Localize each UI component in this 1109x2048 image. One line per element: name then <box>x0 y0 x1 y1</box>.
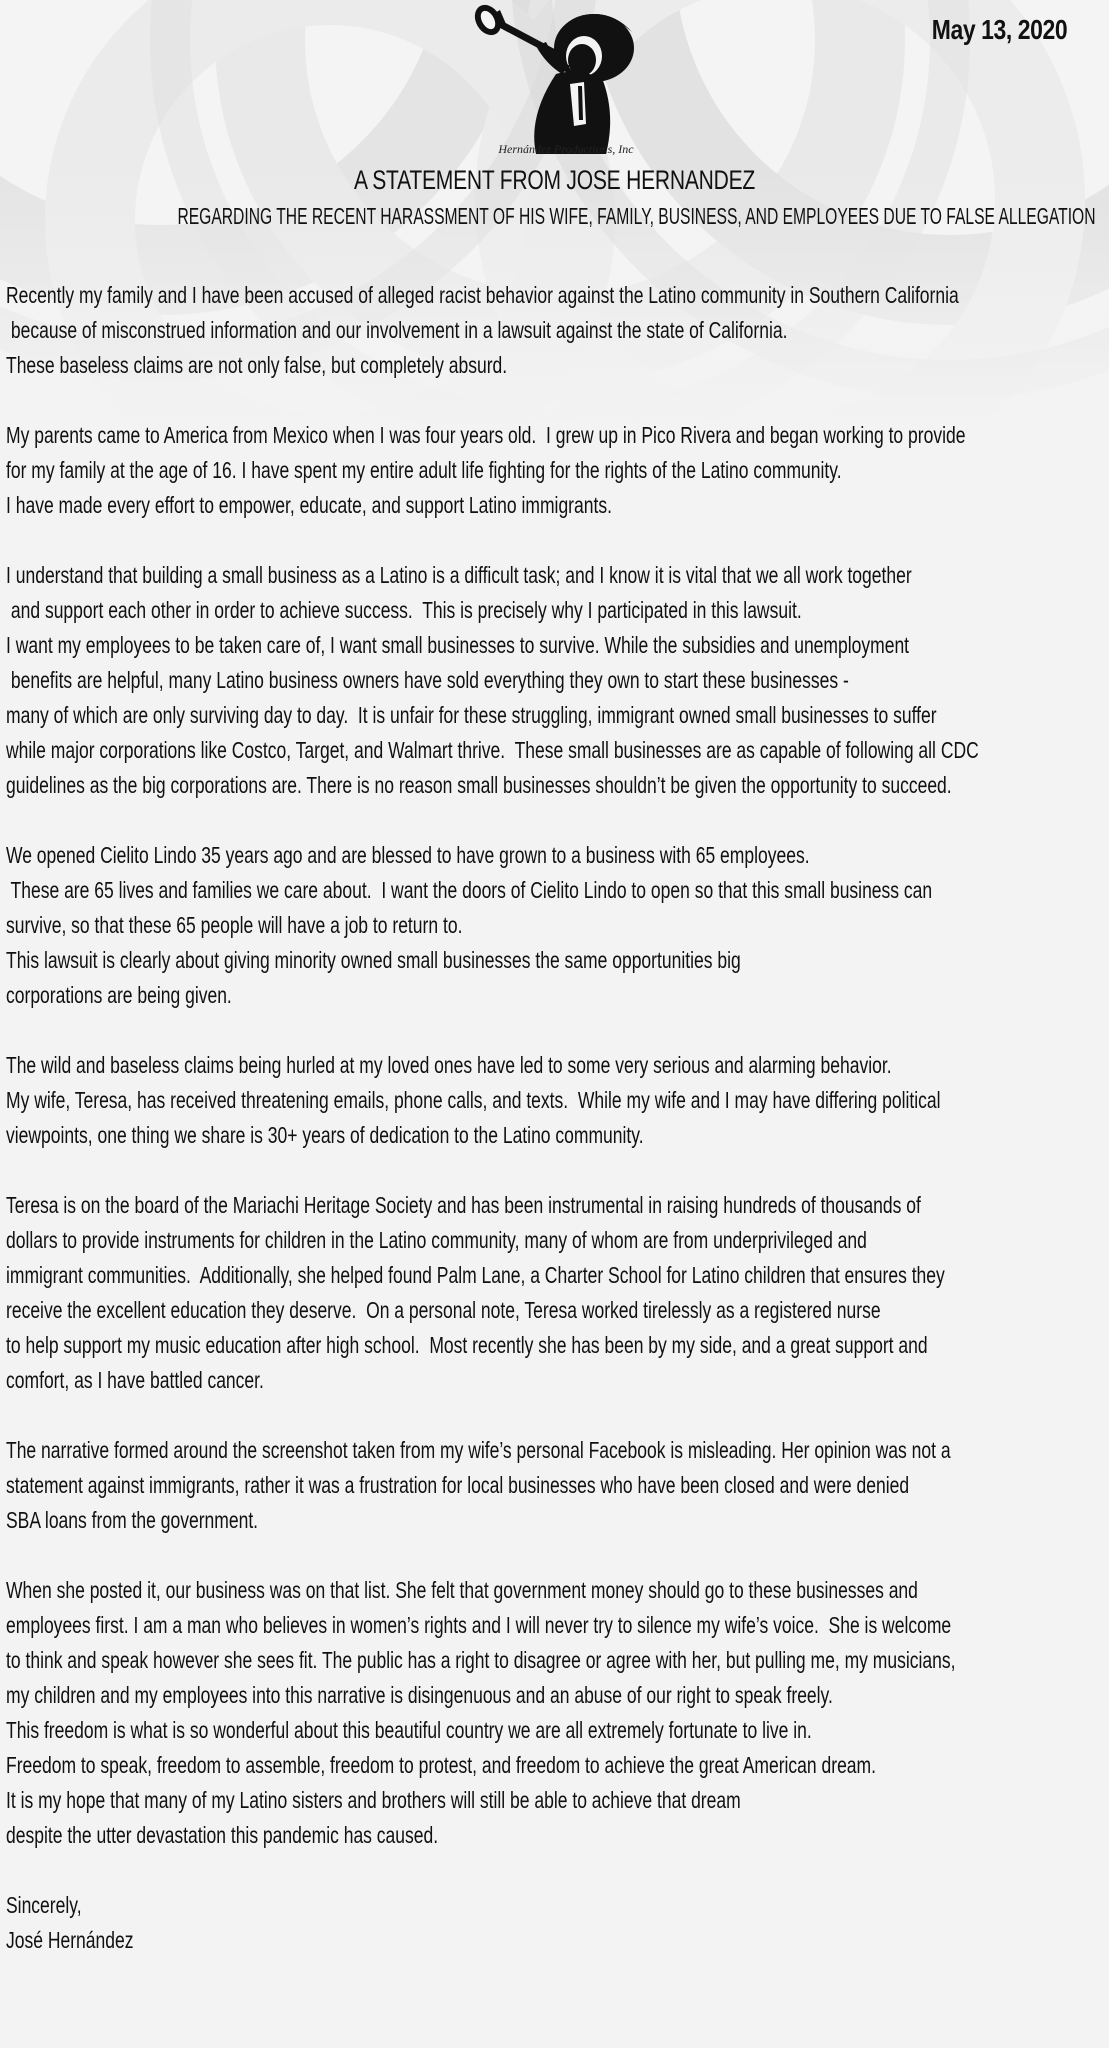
text-line: benefits are helpful, many Latino business owners have sold everything they own to start these businesses - <box>6 667 849 693</box>
text-line: for my family at the age of 16. I have spent my entire adult life fighting for the rights of the Latino community. <box>6 457 842 483</box>
paragraph-1 <box>6 278 1049 383</box>
logo-caption: Hernández Productions, Inc <box>498 142 634 156</box>
text-line: to help support my music education after high school. Most recently she has been by my side, and a great support and <box>6 1332 928 1358</box>
text-line: receive the excellent education they deserve. On a personal note, Teresa worked tirelessly as a registered nurse <box>6 1297 881 1323</box>
text-line: while major corporations like Costco, Target, and Walmart thrive. These small businesses are as capable of following all CDC <box>6 737 979 763</box>
paragraph-4 <box>6 838 1049 1013</box>
text-line: despite the utter devastation this pandemic has caused. <box>6 1822 439 1848</box>
text-line: This freedom is what is so wonderful about this beautiful country we are all extremely fortunate to live in. <box>6 1717 812 1743</box>
text-line: We opened Cielito Lindo 35 years ago and are blessed to have grown to a business with 65 employees. <box>6 842 810 868</box>
text-line: My parents came to America from Mexico when I was four years old. I grew up in Pico Rivera and began working to provide <box>6 422 966 448</box>
text-line: immigrant communities. Additionally, she helped found Palm Lane, a Charter School for Latino children that ensures they <box>6 1262 945 1288</box>
paragraph-7 <box>6 1433 1049 1538</box>
text-line: to think and speak however she sees fit. The public has a right to disagree or agree with her, but pulling me, my musicians, <box>6 1647 956 1673</box>
text-line: corporations are being given. <box>6 982 232 1008</box>
text-line: guidelines as the big corporations are. There is no reason small businesses shouldn’t be given the opportunity to succeed. <box>6 772 952 798</box>
statement-subtitle: REGARDING THE RECENT HARASSMENT OF HIS WIFE, FAMILY, BUSINESS, AND EMPLOYEES DUE TO FALSE ALLEGATION <box>177 203 1096 229</box>
text-line: I have made every effort to empower, educate, and support Latino immigrants. <box>6 492 612 518</box>
paragraph-2 <box>6 418 1049 523</box>
text-line: comfort, as I have battled cancer. <box>6 1367 264 1393</box>
statement-body <box>6 278 1049 1958</box>
signature-block <box>6 1888 1049 1958</box>
statement-title: A STATEMENT FROM JOSE HERNANDEZ <box>353 165 756 195</box>
signer-name: José Hernández <box>6 1927 134 1953</box>
paragraph-3 <box>6 558 1049 803</box>
paragraph-5 <box>6 1048 1049 1153</box>
text-line: Freedom to speak, freedom to assemble, freedom to protest, and freedom to achieve the great American dream. <box>6 1752 876 1778</box>
statement-date: May 13, 2020 <box>931 14 1067 45</box>
text-line: SBA loans from the government. <box>6 1507 259 1533</box>
paragraph-8 <box>6 1573 1049 1853</box>
text-line: many of which are only surviving day to day. It is unfair for these struggling, immigrant owned small businesses to suffer <box>6 702 937 728</box>
text-line: I want my employees to be taken care of, I want small businesses to survive. While the subsidies and unemployment <box>6 632 910 658</box>
text-line: viewpoints, one thing we share is 30+ years of dedication to the Latino community. <box>6 1122 644 1148</box>
text-line: Recently my family and I have been accused of alleged racist behavior against the Latino community in Southern California <box>6 282 959 308</box>
paragraph-6 <box>6 1188 1049 1398</box>
text-line: These are 65 lives and families we care about. I want the doors of Cielito Lindo to open so that this small business can <box>6 877 933 903</box>
text-line: It is my hope that many of my Latino sisters and brothers will still be able to achieve that dream <box>6 1787 741 1813</box>
text-line: This lawsuit is clearly about giving minority owned small businesses the same opportunities big <box>6 947 741 973</box>
closing-text: Sincerely, <box>6 1892 82 1918</box>
text-line: my children and my employees into this narrative is disingenuous and an abuse of our right to speak freely. <box>6 1682 833 1708</box>
text-line: The narrative formed around the screenshot taken from my wife’s personal Facebook is misleading. Her opinion was not a <box>6 1437 951 1463</box>
text-line: because of misconstrued information and our involvement in a lawsuit against the state of California. <box>6 317 788 343</box>
text-line: survive, so that these 65 people will have a job to return to. <box>6 912 463 938</box>
text-line: dollars to provide instruments for children in the Latino community, many of whom are from underprivileged and <box>6 1227 867 1253</box>
text-line: These baseless claims are not only false, but completely absurd. <box>6 352 508 378</box>
text-line: The wild and baseless claims being hurled at my loved ones have led to some very serious and alarming behavior. <box>6 1052 892 1078</box>
mariachi-trumpeter-logo <box>466 4 666 160</box>
text-line: employees first. I am a man who believes in women’s rights and I will never try to silence my wife’s voice. She is welcome <box>6 1612 952 1638</box>
text-line: When she posted it, our business was on that list. She felt that government money should go to these businesses and <box>6 1577 918 1603</box>
text-line: My wife, Teresa, has received threatening emails, phone calls, and texts. While my wife and I may have differing political <box>6 1087 941 1113</box>
text-line: statement against immigrants, rather it was a frustration for local businesses who have been closed and were denied <box>6 1472 910 1498</box>
text-line: I understand that building a small business as a Latino is a difficult task; and I know it is vital that we all work together <box>6 562 912 588</box>
text-line: and support each other in order to achieve success. This is precisely why I participated in this lawsuit. <box>6 597 802 623</box>
text-line: Teresa is on the board of the Mariachi Heritage Society and has been instrumental in raising hundreds of thousands of <box>6 1192 921 1218</box>
